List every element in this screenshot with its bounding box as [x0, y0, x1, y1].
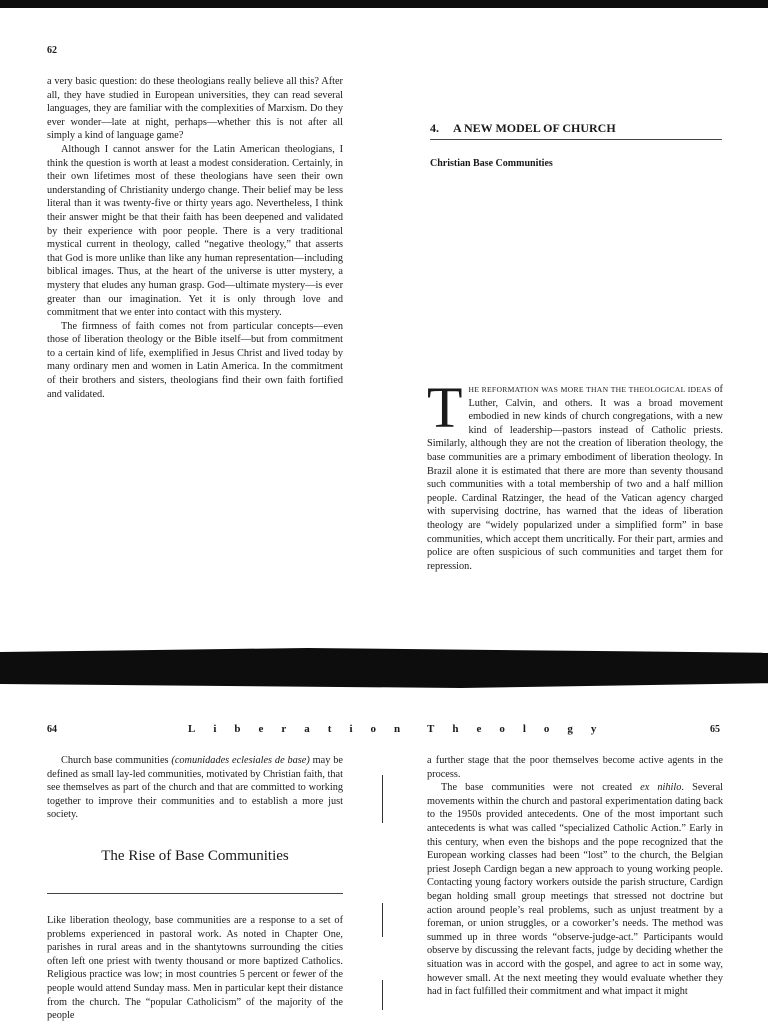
chapter-heading	[430, 121, 722, 140]
chapter-opening-text	[427, 375, 723, 573]
page-64-text	[47, 914, 343, 1023]
page-65-text	[427, 754, 723, 999]
paragraph: a very basic question: do these theologians really believe all this? After all, they have studied in European universities, they can read several languages, they are familiar with the complexities of Marxism. Do they ever wonder—late at night, perhaps—whether this is not after all simply a kind of language game?	[47, 76, 343, 142]
page-number-64: 64	[47, 724, 57, 735]
chapter-subtitle: Christian Base Communities	[430, 158, 553, 169]
gutter-line	[382, 775, 383, 823]
definition-rest: may be defined as small lay-led communities, motivated by Christian faith, that see themselves as part of the church and that are committed to working together to improve their communities and to establish a more just society.	[47, 755, 343, 821]
page-number-65: 65	[710, 724, 720, 735]
paragraph: Although I cannot answer for the Latin American theologians, I think the question is worth at least a modest consideration. Certainly, in their own lifetimes most of these theologians have seen their own understanding of Christianity undergo change. Their belief may be less literal than it was twenty-five or thirty years ago. Nevertheless, I think their answer might be that their faith has been deepened and validated by their experience with poor people. There is a very traditional mystical current in theology, called “negative theology,” that asserts that God is more unlike than like any human representation—including biblical images. Thus, at the heart of the universe is utter mystery, a mystery that eludes any human grasp. God—ultimate mystery—is ever greater than our imagination. Yet it is only through love and commitment that we enter into contact with this mystery.	[47, 143, 343, 319]
section-title: The Rise of Base Communities	[47, 848, 343, 894]
definition-paragraph	[47, 754, 343, 822]
drop-cap: T	[427, 375, 463, 440]
paragraph	[427, 781, 723, 999]
chapter-title: A NEW MODEL OF CHURCH	[453, 121, 616, 135]
definition-lead: Church base communities	[61, 755, 172, 766]
paragraph-rest: . Several movements within the church and pastoral experimentation dating back to the 1950s provided antecedents. One of the most important such antecedents is what was called “specialized Catholic Action.” Early in this century, when even the bishops and the pope recognized that the European working classes had been “lost” to the church, the Belgian priest Joseph Cardign began a new approach to young working people. Contacting young factory workers outside the parish structure, Cardign began holding small group meetings that stressed not doctrine but action around people’s real problems, such as unjust treatment by a foreman, or union struggles, or a coworker’s needs. The method was summed up in three words “observe-judge-act.” Participants would observe by discussing the relevant facts, judge by deciding whether the situation was in accord with the gospel, and agree to act in some way, however small. At the next meeting they would evaluate whether they had in fact fulfilled their commitment and what impact it might	[427, 782, 723, 998]
paragraph: The firmness of faith comes not from particular concepts—even those of liberation theology or the Bible itself—but from commitment to a certain kind of life, exemplified in Jesus Christ and lived today by many ordinary men and women in Latin America. In the commitment of their brothers and sisters, theologians find their own faith fortified and validated.	[47, 320, 343, 400]
running-head-right: Theology	[427, 723, 615, 735]
paragraph: Like liberation theology, base communities are a response to a set of problems experienced in pastoral work. As noted in Chapter One, parishes in rural areas and in the shantytowns surrounding the cities often left one priest with twenty thousand or more baptized Catholics. Religious practice was low; in most countries 5 percent or fewer of the people would attend Sunday mass. Men in particular kept their distance from the church. The “popular Catholicism” of the majority of the people	[47, 915, 343, 1022]
running-head-left: Liberation	[188, 723, 419, 735]
page-62-text	[47, 75, 343, 401]
gutter-line	[382, 980, 383, 1010]
scan-middle-band	[0, 648, 768, 688]
paragraph: a further stage that the poor themselves become active agents in the process.	[427, 755, 723, 780]
definition-term: (comunidades eclesiales de base)	[171, 755, 310, 766]
paragraph	[47, 754, 343, 822]
latin-term: ex nihilo	[640, 782, 682, 794]
opening-smallcaps: HE REFORMATION WAS MORE THAN THE THEOLOGICAL IDEAS	[468, 385, 712, 394]
gutter-line	[382, 903, 383, 937]
opening-body: of Luther, Calvin, and others. It was a broad movement embodied in new kinds of church congregations, with a new kind of leadership—pastors instead of Catholic priests. Similarly, although they are not the creation of liberation theology, the base communities are a primary embodiment of liberation theology. In Brazil alone it is estimated that there are more than seventy thousand such communities with a total membership of two and a half million people. Cardinal Ratzinger, the head of the Vatican agency charged with supervising doctrine, has warned that the ideas of liberation theology are “widely popularized under a simplified form” in base communities, which accept them uncritically. For their part, armies and police are often suspicious of such communities and target them for repression.	[427, 384, 723, 572]
scan-top-band	[0, 0, 768, 8]
paragraph-lead: The base communities were not created	[441, 782, 641, 794]
page-number-62: 62	[47, 45, 57, 56]
chapter-number: 4.	[430, 121, 439, 135]
